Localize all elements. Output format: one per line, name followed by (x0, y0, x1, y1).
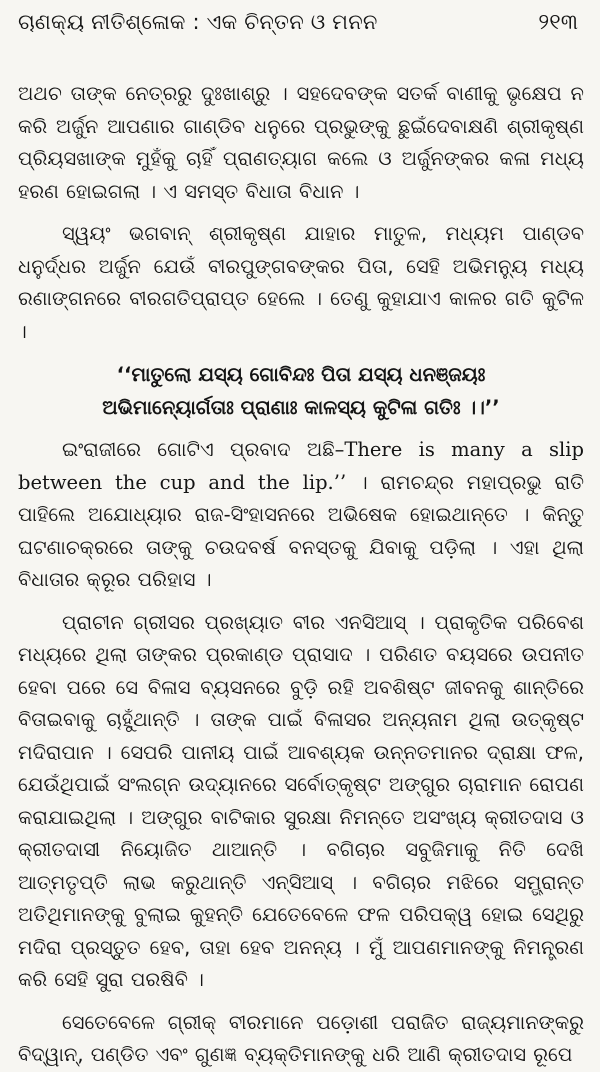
paragraph: ସ୍ୱୟଂ ଭଗବାନ୍ ଶ୍ରୀକୃଷ୍ଣ ଯାହାର ମାତୁଳ, ମଧ୍ୟମ ପାଣ୍ଡବ ଧନୁର୍ଦ୍ଧର ଅର୍ଜୁନ ଯେଉଁ ବୀରପୁଙ୍ଗବଙ୍କର ପିତା, ସେହି ଅଭିମନ୍ୟୁ ମଧ୍ୟ ରଣାଙ୍ଗନରେ ବୀରଗତିପ୍ରାପ୍ତ ହେଲେ । ତେଣୁ କୁହାଯାଏ କାଳର ଗତି କୁଟିଳ । (18, 222, 584, 343)
paragraph: ସେତେବେଳେ ଗ୍ରୀକ୍ ବୀରମାନେ ପଡ଼ୋଶୀ ପରାଜିତ ରାଜ୍ୟମାନଙ୍କରୁ ବିଦ୍ୱାନ୍, ପଣ୍ଡିତ ଏବଂ ଗୁଣଜ୍ଞ ବ୍ୟକ୍ତିମାନଙ୍କୁ ଧରି ଆଣି କ୍ରୀତଦାସ ରୂପେ (18, 1010, 584, 1066)
paragraph-text: । ରାମଚନ୍ଦ୍ର ମହାପ୍ରଭୁ ରାତି ପାହିଲେ ଅଯୋଧ୍ୟାର ରାଜ-ସିଂହାସନରେ ଅଭିଷେକ ହୋଇଥାନ୍ତେ । କିନ୍ତୁ ଘଟଣାଚକ୍ରରେ ତାଙ୍କୁ ଚଉଦବର୍ଷ ବନସ୍ତକୁ ଯିବାକୁ ପଡ଼ିଲା । ଏହା ଥିଲା ବିଧାତାର କ୍ରୂର ପରିହାସ । (18, 470, 584, 591)
paragraph: ପ୍ରାଚୀନ ଗ୍ରୀସର ପ୍ରଖ୍ୟାତ ବୀର ଏନସିଆସ୍ । ପ୍ରାକୃତିକ ପରିବେଶ ମଧ୍ୟରେ ଥିଲା ତାଙ୍କର ପ୍ରକାଣ୍ଡ ପ୍ରାସାଦ । ପରିଣତ ବୟସରେ ଉପନୀତ ହେବା ପରେ ସେ ବିଳାସ ବ୍ୟସନରେ ବୁଡ଼ି ରହି ଅବଶିଷ୍ଟ ଜୀବନକୁ ଶାନ୍ତିରେ ବିତାଇବାକୁ ଚାହୁଁଥାନ୍ତି । ତାଙ୍କ ପାଇଁ ବିଳାସର ଅନ୍ୟନାମ ଥିଲା ଉତ୍କୃଷ୍ଟ ମଦିରାପାନ । ସେପରି ପାନୀୟ ପାଇଁ ଆବଶ୍ୟକ ଉନ୍ନତମାନର ଦ୍ରାକ୍ଷା ଫଳ, ଯେଉଁଥିପାଇଁ ସଂଲଗ୍ନ ଉଦ୍ୟାନରେ ସର୍ବୋତ୍କୃଷ୍ଟ ଅଙ୍ଗୁର ଚାରାମାନ ରୋପଣ କରାଯାଇଥିଲା । ଅଙ୍ଗୁର ବାଟିକାର ସୁରକ୍ଷା ନିମନ୍ତେ ଅସଂଖ୍ୟ କ୍ରୀତଦାସ ଓ କ୍ରୀତଦାସୀ ନିୟୋଜିତ ଥାଆନ୍ତି । ବଗିଚାର ସବୁଜିମାକୁ ନିତି ଦେଖି ଆତ୍ମତୃପ୍ତି ଲାଭ କରୁଥାନ୍ତି ଏନ୍‌ସିଆସ୍ । ବଗିଚାର ମଝିରେ ସମ୍ଭ୍ରାନ୍ତ ଅତିଥିମାନଙ୍କୁ ବୁଲାଇ କୁହନ୍ତି ଯେତେବେଳେ ଫଳ ପରିପକ୍ୱ ହୋଇ ସେଥିରୁ ମଦିରା ପ୍ରସ୍ତୁତ ହେବ, ତାହା ହେବ ଅନନ୍ୟ । ମୁଁ ଆପଣମାନଙ୍କୁ ନିମନ୍ତ୍ରଣ କରି ସେହି ସୁରା ପରଷିବି । (18, 610, 584, 991)
sanskrit-verse (18, 358, 584, 424)
paragraph: ଅଥଚ ତାଙ୍କ ନେତ୍ରରୁ ଦୁଃଖାଶ୍ରୁ । ସହଦେବଙ୍କ ସତର୍କ ବାଣୀକୁ ଭୃକ୍ଷେପ ନ କରି ଅର୍ଜୁନ ଆପଣାର ଗାଣ୍ଡିବ ଧନୁରେ ପ୍ରଭୁଙ୍କୁ ଛୁଇଁଦେବାକ୍ଷଣି ଶ୍ରୀକୃଷ୍ଣ ପ୍ରିୟସଖାଙ୍କ ମୁହଁକୁ ଚାହିଁ ପ୍ରାଣତ୍ୟାଗ କଲେ ଓ ଅର୍ଜୁନଙ୍କର କଳା ମଧ୍ୟ ହରଣ ହୋଇଗଲା । ଏ ସମସ୍ତ ବିଧାତା ବିଧାନ । (18, 82, 584, 203)
paragraph-text: ଇଂରାଜୀରେ ଗୋଟିଏ ପ୍ରବାଦ ଅଛି– (62, 438, 345, 461)
verse-line: ‘‘ମାତୁଲୋ ଯସ୍ୟ ଗୋବିନ୍ଦଃ ପିତା ଯସ୍ୟ ଧନଞ୍ଜୟଃ (116, 363, 486, 386)
paragraph (18, 434, 584, 597)
verse-line: ଅଭିମାନ୍ୟୋର୍ଗତାଃ ପ୍ରାଣାଃ କାଳସ୍ୟ କୁଟିଳା ଗତିଃ ।।’’ (102, 396, 500, 419)
page-header (18, 10, 584, 50)
page-number: ୨୧୩ (538, 10, 578, 35)
running-title: ଚାଣକ୍ୟ ନୀତିଶ୍ଳୋକ : ଏକ ଚିନ୍ତନ ଓ ମନନ (18, 10, 378, 34)
english-proverb: There is many a slip between the cup and the lip.’’ (18, 438, 584, 494)
body-text (18, 78, 584, 1072)
